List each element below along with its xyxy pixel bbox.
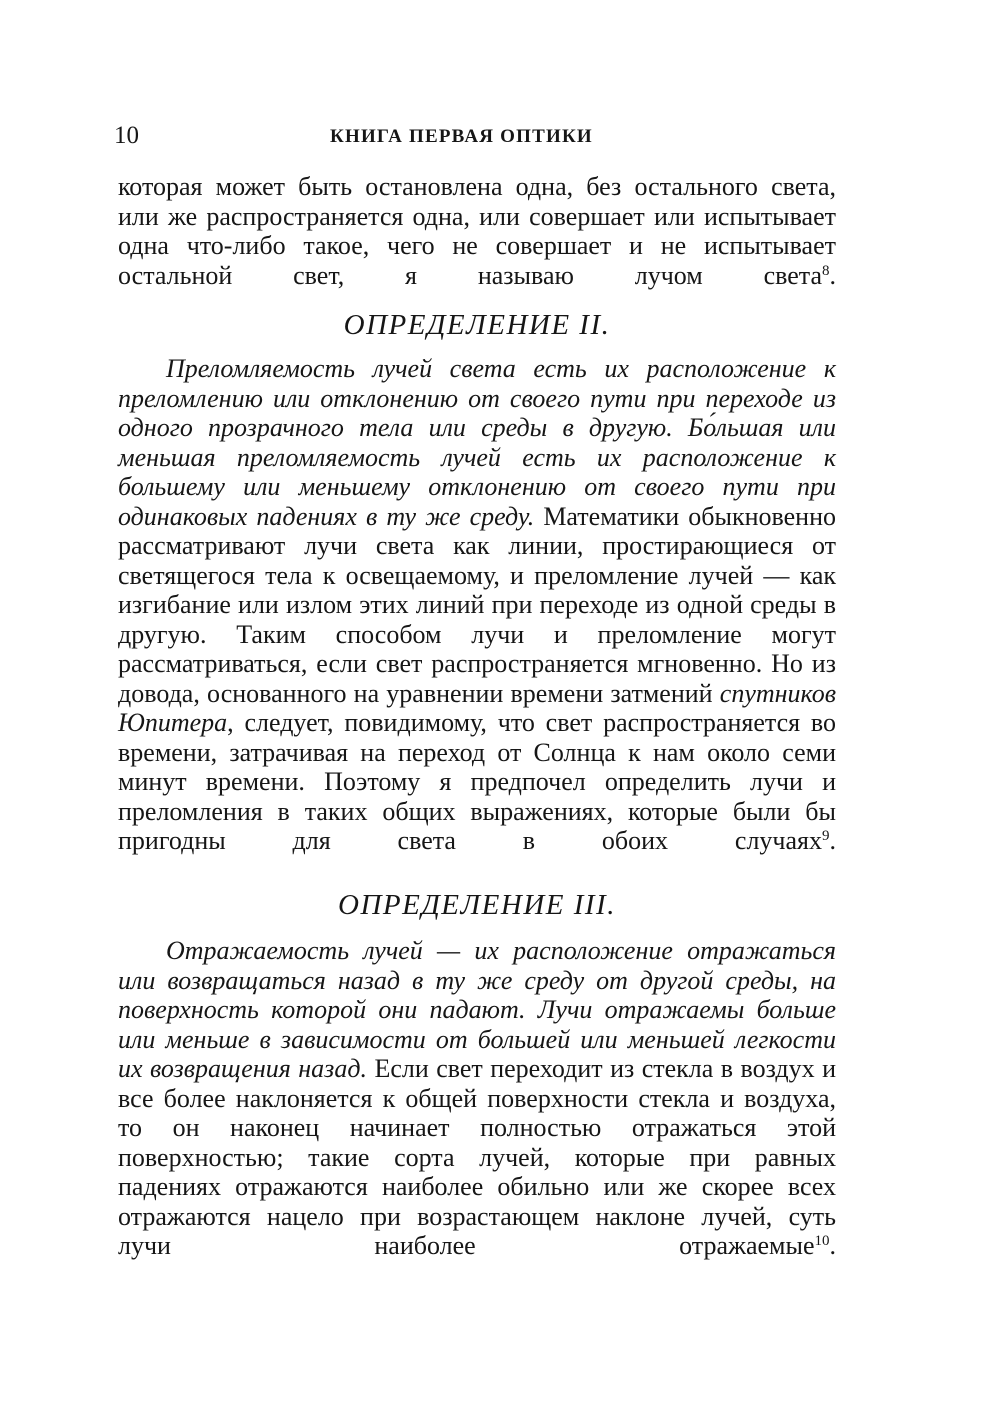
footnote-marker: 8: [822, 262, 830, 279]
running-title: КНИГА ПЕРВАЯ ОПТИКИ: [330, 126, 593, 147]
paragraph-end: .: [829, 260, 836, 290]
paragraph-text: Математики обыкновенно рассматривают лучи света как линии, простирающиеся от светящегося тела к освещаемому, и преломление лучей — как изгибание или излом этих линий при переходе из одной среды в другую. Таким способом лучи и преломление могут рассматриваться, если свет распространяется мгновенно. Но из довода, основанного на уравнении времени затмений: [118, 501, 836, 708]
footnote-marker: 9: [822, 828, 830, 844]
definition-heading: ОПРЕДЕЛЕНИЕ II.: [343, 309, 611, 341]
italic-term: спутников Юпитера: [118, 678, 836, 737]
definition-italic-text: Отражаемость лучей — их расположение отражаться или возвращаться назад в ту же среду от другой среды, на поверхность которой они падают. Лучи отражаемы больше или меньше в зависимости от большей или меньшей легкости их возвращения назад.: [118, 936, 836, 1083]
paragraph-light-ray-definition-end: [118, 172, 836, 290]
paragraph-end: .: [829, 1231, 836, 1260]
definition-heading: ОПРЕДЕЛЕНИЕ III.: [338, 889, 616, 921]
page-number: 10: [114, 122, 139, 149]
paragraph-refrangibility: [118, 354, 836, 856]
definition-italic-text: Преломляемость лучей света есть их расположение к преломлению или отклонению от своего пути при переходе из одного прозрачного тела или среды в другую. Бо́льшая или меньшая преломляемость лучей есть их расположение к большему или меньшему отклонению от своего пути при одинаковых падениях в ту же среду.: [118, 354, 836, 531]
paragraph-text-continued: , следует, повидимому, что свет распространяется во времени, затрачивая на переход от Солнца к нам около семи минут времени. Поэтому я предпочел определить лучи и преломления в таких общих выражениях, которые были бы пригодны для света в обоих случаях: [118, 708, 836, 855]
paragraph-end: .: [829, 826, 836, 855]
paragraph-text: которая может быть остановлена одна, без остального света, или же распространяется одна, или совершает или испытывает одна что-либо такое, чего не совершает и не испытывает остальной свет, я называю лучом света: [118, 172, 836, 290]
paragraph-text: Если свет переходит из стекла в воздух и все более наклоняется к общей поверхности стекла и воздуха, то он наконец начинает полностью отражаться этой поверхностью; такие сорта лучей, которые при равных падениях отражаются наиболее обильно или же скорее всех отражаются нацело при возрастающем наклоне лучей, суть лучи наиболее отражаемые: [118, 1054, 836, 1260]
footnote-marker: 10: [814, 1233, 830, 1249]
paragraph-reflexibility: [118, 936, 836, 1261]
